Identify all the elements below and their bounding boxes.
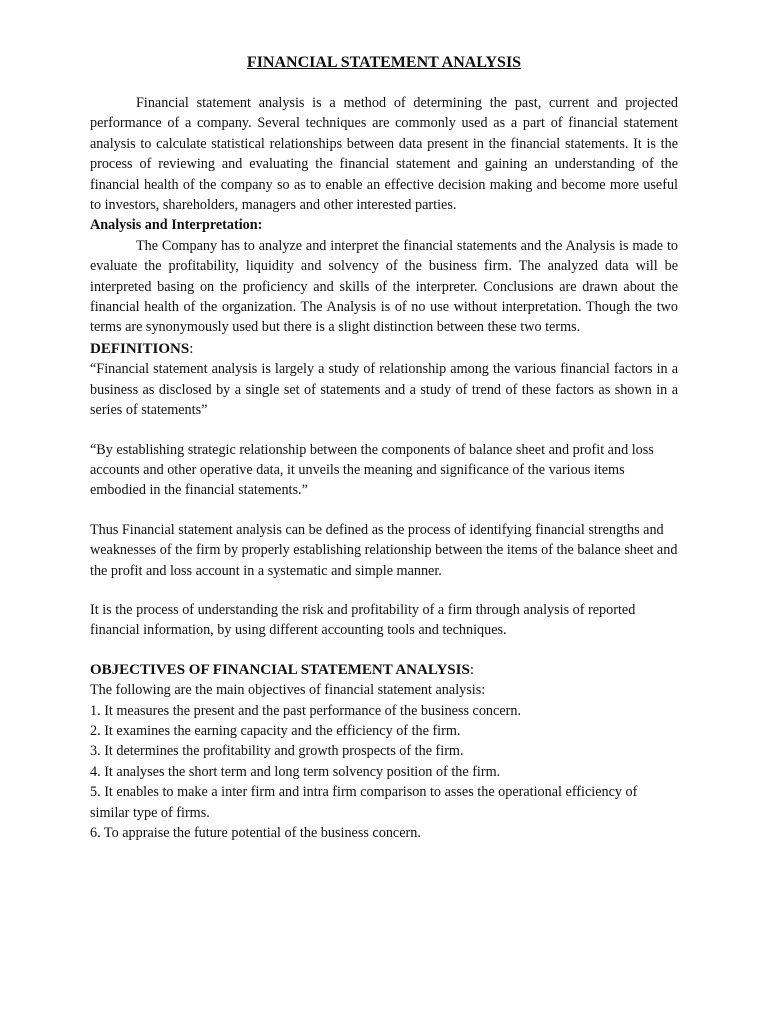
document-title: FINANCIAL STATEMENT ANALYSIS — [246, 54, 522, 71]
definition-paragraph-1: Thus Financial statement analysis can be defined as the process of identifying financial strengths and weaknesses of the firm by properly establishing relationship between the items of the balance sheet and the profit and loss account in a systematic and simple manner. — [90, 521, 678, 579]
objectives-heading-text: OBJECTIVES OF FINANCIAL STATEMENT ANALYSIS — [90, 661, 470, 678]
objectives-heading — [90, 660, 678, 680]
objectives-list — [90, 701, 678, 844]
definition-paragraph-2: It is the process of understanding the risk and profitability of a firm through analysis of reported financial information, by using different accounting tools and techniques. — [90, 601, 636, 639]
list-item: 5. It enables to make a inter firm and intra firm comparison to asses the operational efficiency of similar type of firms. — [90, 784, 638, 821]
document-page — [90, 52, 678, 843]
objectives-intro: The following are the main objectives of financial statement analysis: — [90, 682, 486, 699]
definitions-heading-colon: : — [189, 340, 194, 357]
list-item: 1. It measures the present and the past performance of the business concern. — [90, 702, 521, 719]
definition-quote-2: “By establishing strategic relationship between the components of balance sheet and profit and loss accounts and other operative data, it unveils the meaning and significance of the various items embodied in the financial statements.” — [90, 441, 654, 499]
list-item: 6. To appraise the future potential of the business concern. — [90, 825, 421, 841]
analysis-paragraph: The Company has to analyze and interpret the financial statements and the Analysis is made to evaluate the profitability, liquidity and solvency of the business firm. The analyzed data will be interpreted basing on the proficiency and skills of the interpreter. Conclusions are drawn about the financial health of the organization. The Analysis is of no use without interpretation. Though the two terms are synonymously used but there is a slight distinction between these two terms. — [90, 237, 678, 336]
definition-quote-1: “Financial statement analysis is largely a study of relationship among the various financial factors in a business as disclosed by a single set of statements and a study of trend of these factors as shown in a series of statements” — [90, 361, 678, 419]
definitions-heading-text: DEFINITIONS — [90, 340, 190, 357]
list-item: 4. It analyses the short term and long term solvency position of the firm. — [90, 763, 501, 780]
list-item: 2. It examines the earning capacity and the efficiency of the firm. — [90, 722, 461, 739]
list-item: 3. It determines the profitability and growth prospects of the firm. — [90, 743, 464, 760]
definitions-heading — [90, 339, 678, 359]
objectives-heading-colon: : — [469, 661, 474, 678]
analysis-heading: Analysis and Interpretation: — [90, 217, 263, 234]
intro-paragraph: Financial statement analysis is a method of determining the past, current and projected performance of a company. Several techniques are commonly used as a part of financial statement analysis to calculate statistical relationships between data present in the financial statements. It is the process of reviewing and evaluating the financial statement and gaining an understanding of the financial health of the company so as to enable an effective decision making and become more useful to investors, shareholders, managers and other interested parties. — [90, 95, 678, 214]
